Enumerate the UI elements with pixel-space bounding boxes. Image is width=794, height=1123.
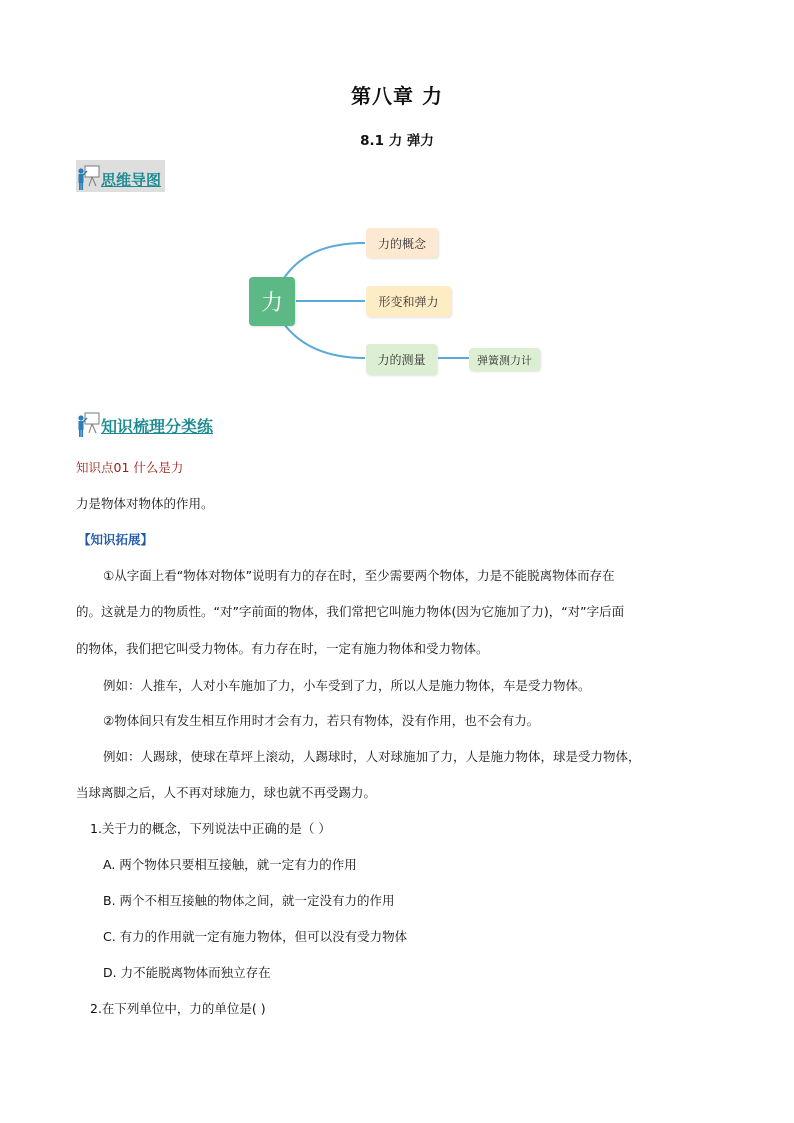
knowledge-expand-label: 【知识拓展】	[78, 532, 154, 547]
knowledge-label: 知识梳理分类练	[101, 417, 214, 436]
knowledge-point-title: 知识点01 什么是力	[76, 460, 184, 475]
paragraph-2: ②物体间只有发生相互作用时才会有力，若只有物体，没有作用，也不会有力。	[103, 713, 540, 728]
mind-map-node-deformation: 形变和弹力	[366, 286, 451, 317]
question-1-option-d: D. 力不能脱离物体而独立存在	[103, 965, 271, 980]
presenter-icon	[76, 162, 100, 192]
mind-map-label: 思维导图	[101, 171, 162, 189]
question-1-option-c: C. 有力的作用就一定有施力物体，但可以没有受力物体	[103, 929, 408, 944]
example-2-line-2: 当球离脚之后，人不再对球施力，球也就不再受踢力。	[76, 785, 377, 800]
section-title: 8.1 力 弹力	[360, 133, 434, 149]
example-2-line-1: 例如：人踢球，使球在草坪上滚动，人踢球时，人对球施加了力，人是施力物体，球是受力物体，	[103, 749, 641, 764]
mind-map-node-measurement: 力的测量	[366, 344, 437, 375]
mind-map-center-node: 力	[249, 277, 295, 326]
question-1-option-a: A. 两个物体只要相互接触，就一定有力的作用	[103, 857, 357, 872]
paragraph-1-line-3: 的物体，我们把它叫受力物体。有力存在时，一定有施力物体和受力物体。	[76, 641, 489, 656]
question-1-stem: 1.关于力的概念，下列说法中正确的是（ ）	[90, 821, 331, 836]
presenter-icon	[76, 409, 100, 439]
paragraph-1-line-1: ①从字面上看“物体对物体”说明有力的存在时，至少需要两个物体，力是不能脱离物体而存在	[103, 568, 615, 583]
mind-map-node-concept: 力的概念	[366, 228, 438, 258]
mind-map-node-spring-scale: 弹簧测力计	[469, 348, 540, 371]
question-2-stem: 2.在下列单位中，力的单位是( )	[90, 1001, 266, 1016]
example-1: 例如：人推车，人对小车施加了力，小车受到了力，所以人是施力物体，车是受力物体。	[103, 678, 591, 693]
definition-text: 力是物体对物体的作用。	[76, 496, 214, 511]
paragraph-1-line-2: 的。这就是力的物质性。“对”字前面的物体，我们常把它叫施力物体(因为它施加了力)，“对”字后面	[76, 604, 625, 619]
chapter-title: 第八章 力	[351, 84, 443, 108]
mind-map-heading	[76, 160, 165, 192]
knowledge-heading	[76, 407, 215, 439]
question-1-option-b: B. 两个不相互接触的物体之间，就一定没有力的作用	[103, 893, 395, 908]
